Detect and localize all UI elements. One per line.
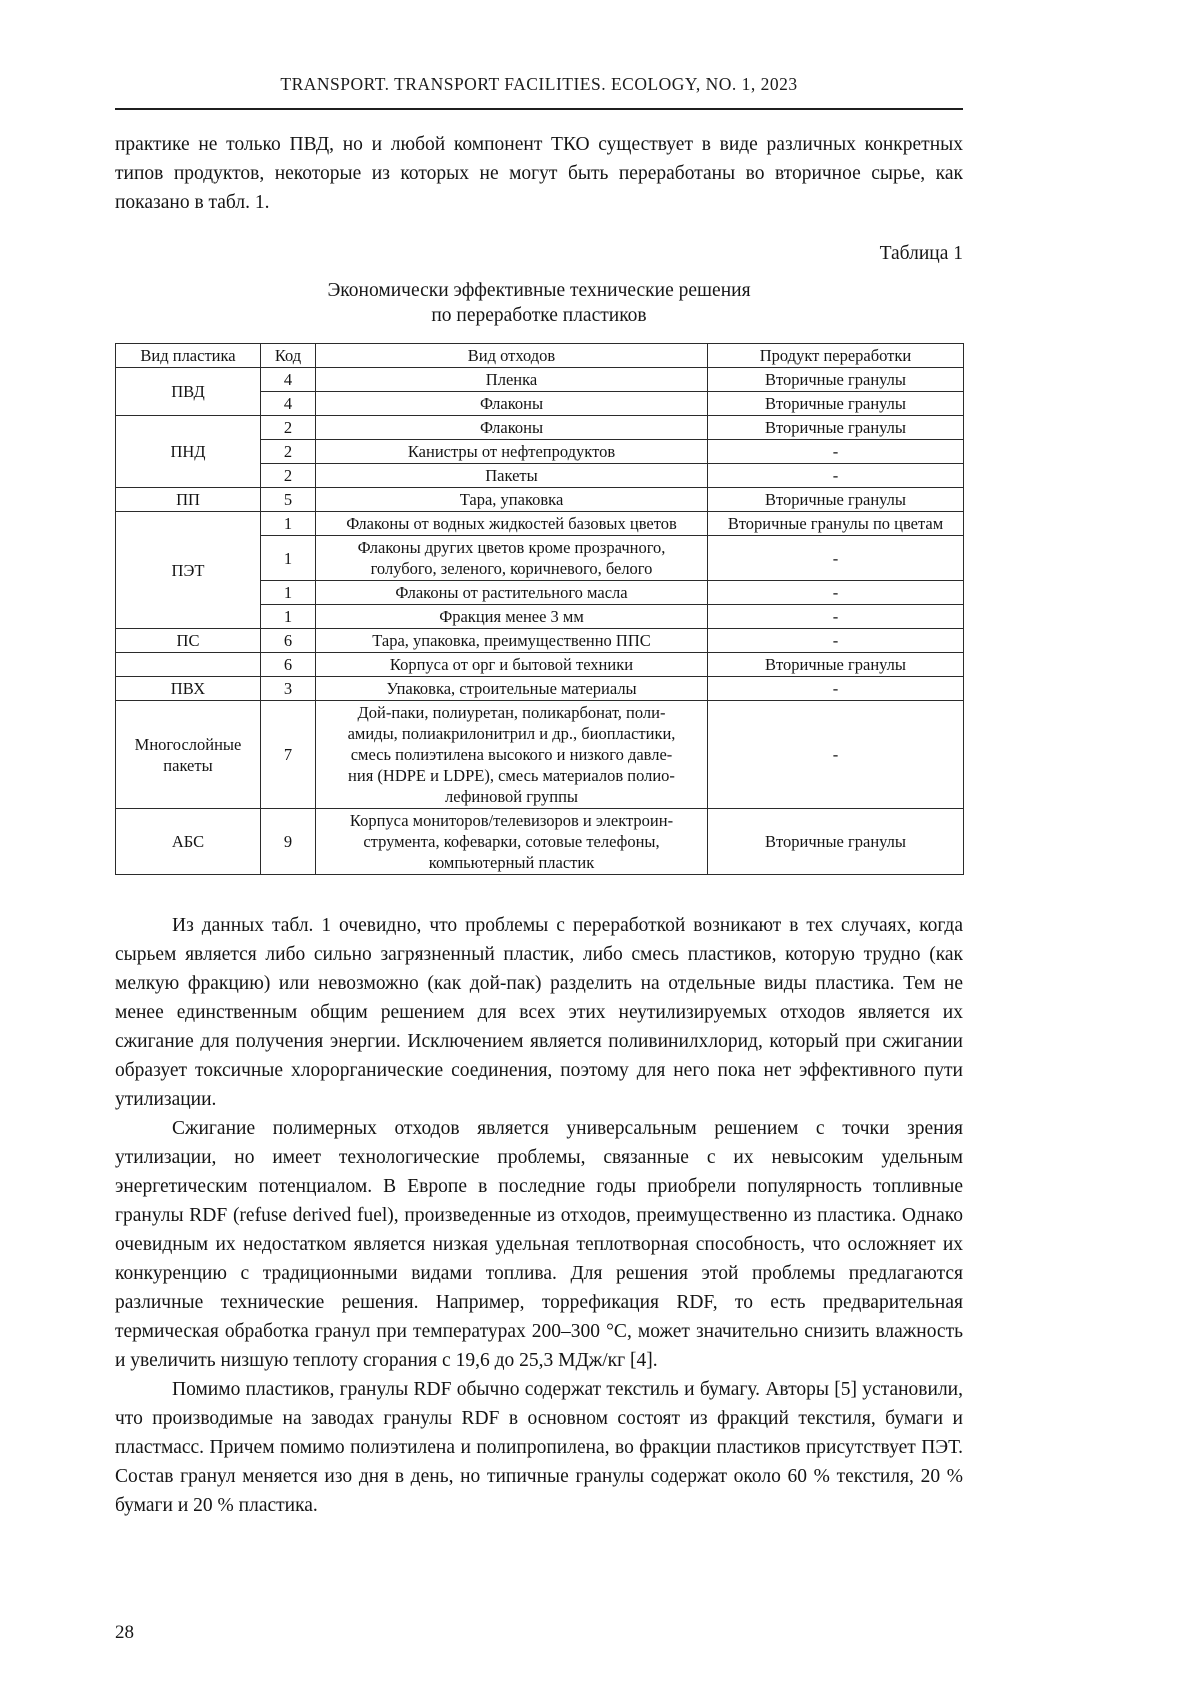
product-cell: - <box>708 605 964 629</box>
waste-cell: Флаконы от водных жидкостей базовых цветов <box>316 512 708 536</box>
table-row <box>116 629 964 653</box>
plastic-type-cell: Многослойные пакеты <box>116 701 261 809</box>
waste-cell: Упаковка, строительные материалы <box>316 677 708 701</box>
intro-paragraph: практике не только ПВД, но и любой компонент ТКО существует в виде различных конкретных типов продуктов, некоторые из которых не могут быть переработаны во вторичное сырье, как показано в табл. 1. <box>115 134 963 213</box>
column-header-waste-type: Вид отходов <box>316 344 708 368</box>
waste-cell: Пакеты <box>316 464 708 488</box>
table-row <box>116 368 964 392</box>
plastic-type-cell: ПНД <box>116 416 261 488</box>
recycling-table <box>115 343 964 875</box>
plastic-type-cell <box>116 653 261 677</box>
column-header-plastic-type: Вид пластика <box>116 344 261 368</box>
table-title-line1: Экономически эффективные технические решения <box>327 280 751 301</box>
code-cell: 5 <box>261 488 316 512</box>
code-cell: 1 <box>261 605 316 629</box>
table-row <box>116 512 964 536</box>
column-header-code: Код <box>261 344 316 368</box>
body-paragraph-2: Сжигание полимерных отходов является универсальным решением с точки зрения утилизации, но имеет технологические проблемы, связанные с их невысоким удельным энергетическим потенциалом. В Европе в последние годы приобрели популярность топливные гранулы RDF (refuse derived fuel), произведенные из отходов, преимущественно из пластика. Однако очевидным их недостатком является низкая удельная теплотворная способность, что осложняет их конкуренцию с традиционными видами топлива. Для решения этой проблемы предлагаются различные технические решения. Например, торрефикация RDF, то есть предварительная термическая обработка гранул при температурах 200–300 °С, может значительно снизить влажность и увеличить низшую теплоту сгорания с 19,6 до 25,3 МДж/кг [4]. <box>115 1118 963 1371</box>
product-cell: Вторичные гранулы <box>708 392 964 416</box>
waste-cell: Дой-паки, полиуретан, поликарбонат, поли- амиды, полиакрилонитрил и др., биопластики, смесь полиэтилена высокого и низкого давле- ния (HDPE и LDPE), смесь материалов полио- лефиновой группы <box>316 701 708 809</box>
product-cell: Вторичные гранулы по цветам <box>708 512 964 536</box>
code-cell: 2 <box>261 464 316 488</box>
product-cell: - <box>708 581 964 605</box>
table-row <box>116 701 964 809</box>
code-cell: 9 <box>261 809 316 875</box>
waste-cell: Корпуса от орг и бытовой техники <box>316 653 708 677</box>
plastic-type-cell: ПВХ <box>116 677 261 701</box>
product-cell: Вторичные гранулы <box>708 368 964 392</box>
product-cell: Вторичные гранулы <box>708 809 964 875</box>
code-cell: 1 <box>261 512 316 536</box>
waste-cell: Корпуса мониторов/телевизоров и электроин- струмента, кофеварки, сотовые телефоны, компьютерный пластик <box>316 809 708 875</box>
product-cell: - <box>708 701 964 809</box>
table-row <box>116 416 964 440</box>
table-label: Таблица 1 <box>879 243 963 264</box>
page-number: 28 <box>115 1622 134 1643</box>
code-cell: 2 <box>261 416 316 440</box>
code-cell: 4 <box>261 368 316 392</box>
waste-cell: Тара, упаковка <box>316 488 708 512</box>
body-paragraph-1: Из данных табл. 1 очевидно, что проблемы с переработкой возникают в тех случаях, когда сырьем является либо сильно загрязненный пластик, либо смесь пластиков, которую трудно (как мелкую фракцию) или невозможно (как дой-пак) разделить на отдельные виды пластика. Тем не менее единственным общим решением для всех этих неутилизируемых отходов является их сжигание для получения энергии. Исключением является поливинилхлорид, который при сжигании образует токсичные хлорорганические соединения, поэтому для него пока нет эффективного пути утилизации. <box>115 915 963 1110</box>
product-cell: - <box>708 677 964 701</box>
waste-cell: Флаконы других цветов кроме прозрачного, голубого, зеленого, коричневого, белого <box>316 536 708 581</box>
plastic-type-cell: АБС <box>116 809 261 875</box>
waste-cell: Тара, упаковка, преимущественно ППС <box>316 629 708 653</box>
header-rule <box>115 108 963 110</box>
product-cell: - <box>708 440 964 464</box>
waste-cell: Флаконы <box>316 416 708 440</box>
page-content <box>115 74 963 1520</box>
code-cell: 1 <box>261 536 316 581</box>
waste-cell: Флаконы от растительного масла <box>316 581 708 605</box>
table-row <box>116 809 964 875</box>
table-header-row <box>116 344 964 368</box>
body-paragraph-3: Помимо пластиков, гранулы RDF обычно содержат текстиль и бумагу. Авторы [5] установили, что производимые на заводах гранулы RDF в основном состоят из фракций текстиля, бумаги и пластмасс. Причем помимо полиэтилена и полипропилена, во фракции пластиков присутствует ПЭТ. Состав гранул меняется изо дня в день, но типичные гранулы содержат около 60 % текстиля, 20 % бумаги и 20 % пластика. <box>115 1379 963 1516</box>
code-cell: 4 <box>261 392 316 416</box>
waste-cell: Флаконы <box>316 392 708 416</box>
product-cell: Вторичные гранулы <box>708 653 964 677</box>
product-cell: Вторичные гранулы <box>708 488 964 512</box>
plastic-type-cell: ПЭТ <box>116 512 261 629</box>
code-cell: 3 <box>261 677 316 701</box>
table-row <box>116 653 964 677</box>
code-cell: 2 <box>261 440 316 464</box>
plastic-type-cell: ПП <box>116 488 261 512</box>
waste-cell: Канистры от нефтепродуктов <box>316 440 708 464</box>
plastic-type-cell: ПС <box>116 629 261 653</box>
product-cell: - <box>708 629 964 653</box>
code-cell: 7 <box>261 701 316 809</box>
product-cell: Вторичные гранулы <box>708 416 964 440</box>
table-title-line2: по переработке пластиков <box>431 305 647 326</box>
journal-header: TRANSPORT. TRANSPORT FACILITIES. ECOLOGY, NO. 1, 2023 <box>280 74 798 94</box>
code-cell: 6 <box>261 629 316 653</box>
waste-cell: Фракция менее 3 мм <box>316 605 708 629</box>
column-header-product: Продукт переработки <box>708 344 964 368</box>
table-row <box>116 488 964 512</box>
plastic-type-cell: ПВД <box>116 368 261 416</box>
product-cell: - <box>708 536 964 581</box>
code-cell: 6 <box>261 653 316 677</box>
product-cell: - <box>708 464 964 488</box>
table-title <box>115 278 963 328</box>
table-row <box>116 677 964 701</box>
waste-cell: Пленка <box>316 368 708 392</box>
code-cell: 1 <box>261 581 316 605</box>
